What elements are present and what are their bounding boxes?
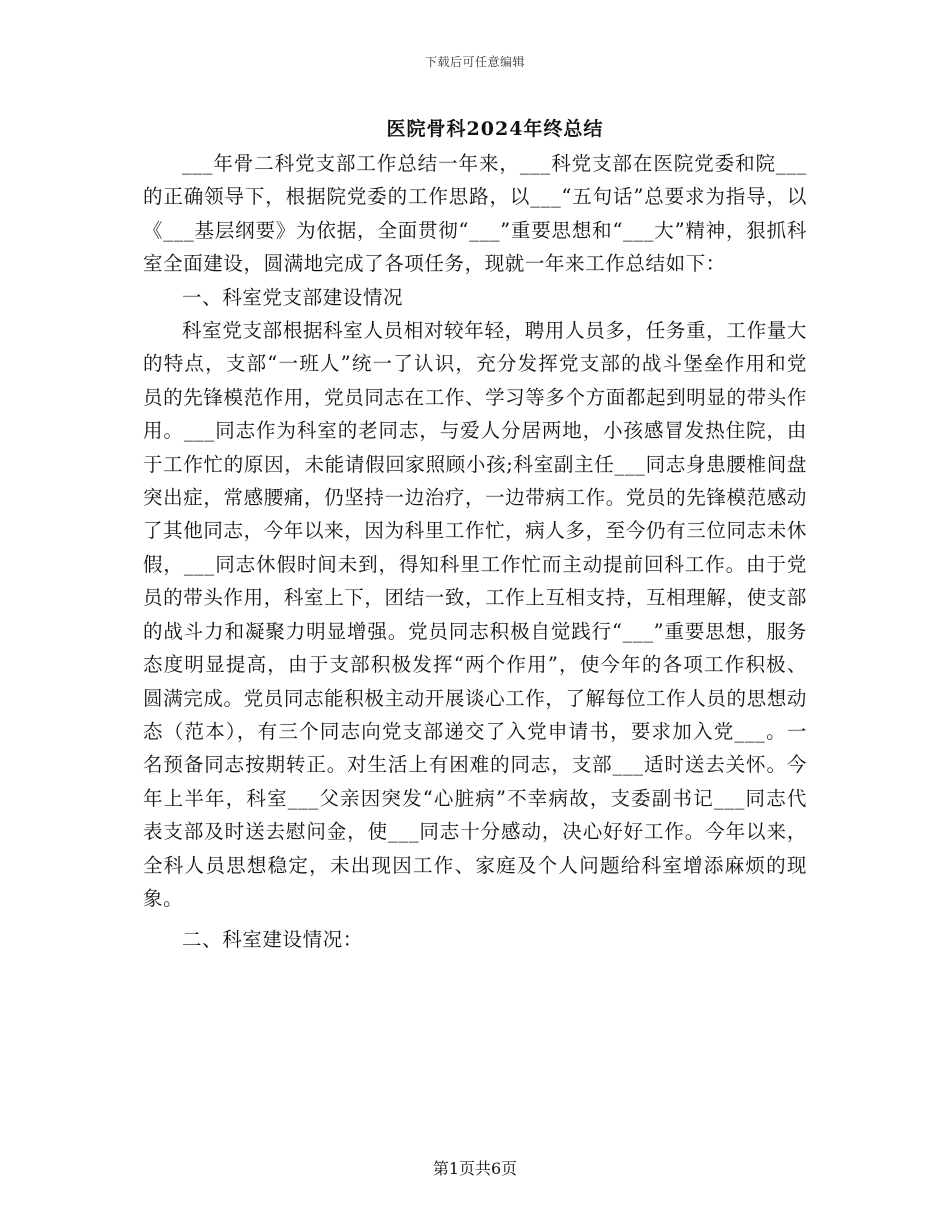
page-number-footer: 第1页共6页: [432, 1159, 518, 1178]
header-note: 下载后可任意编辑: [424, 55, 525, 69]
document-body: [143, 147, 807, 957]
section-heading-2: 二、科室建设情况：: [182, 928, 363, 952]
document-title: 医院骨科2024年终总结: [386, 118, 604, 140]
section-heading-1: 一、科室党支部建设情况: [182, 285, 404, 309]
section-1-paragraph: 科室党支部根据科室人员相对较年轻，聘用人员多，任务重，工作量大的特点，支部“一班人”统一了认识，充分发挥党支部的战斗堡垒作用和党员的先锋模范作用，党员同志在工作、学习等多个方面都起到明显的带头作用。___同志作为科室的老同志，与爱人分居两地，小孩感冒发热住院，由于工作忙的原因，未能请假回家照顾小孩;科室副主任___同志身患腰椎间盘突出症，常感腰痛，仍坚持一边治疗，一边带病工作。党员的先锋模范感动了其他同志，今年以来，因为科里工作忙，病人多，至今仍有三位同志未休假，___同志休假时间未到，得知科里工作忙而主动提前回科工作。由于党员的带头作用，科室上下，团结一致，工作上互相支持，互相理解，使支部的战斗力和凝聚力明显增强。党员同志积极自觉践行“___”重要思想，服务态度明显提高，由于支部积极发挥“两个作用”，使今年的各项工作积极、圆满完成。党员同志能积极主动开展谈心工作，了解每位工作人员的思想动态（范本），有三个同志向党支部递交了入党申请书，要求加入党___。一名预备同志按期转正。对生活上有困难的同志，支部___适时送去关怀。今年上半年，科室___父亲因突发“心脏病”不幸病故，支委副书记___同志代表支部及时送去慰问金，使___同志十分感动，决心好好工作。今年以来，全科人员思想稳定，未出现因工作、家庭及个人问题给科室增添麻烦的现象。: [143, 319, 807, 910]
intro-paragraph: ___年骨二科党支部工作总结一年来，___科党支部在医院党委和院___的正确领导下，根据院党委的工作思路，以___“五句话”总要求为指导，以《___基层纲要》为依据，全面贯彻“___”重要思想和“___大”精神，狠抓科室全面建设，圆满地完成了各项任务，现就一年来工作总结如下：: [143, 152, 807, 276]
